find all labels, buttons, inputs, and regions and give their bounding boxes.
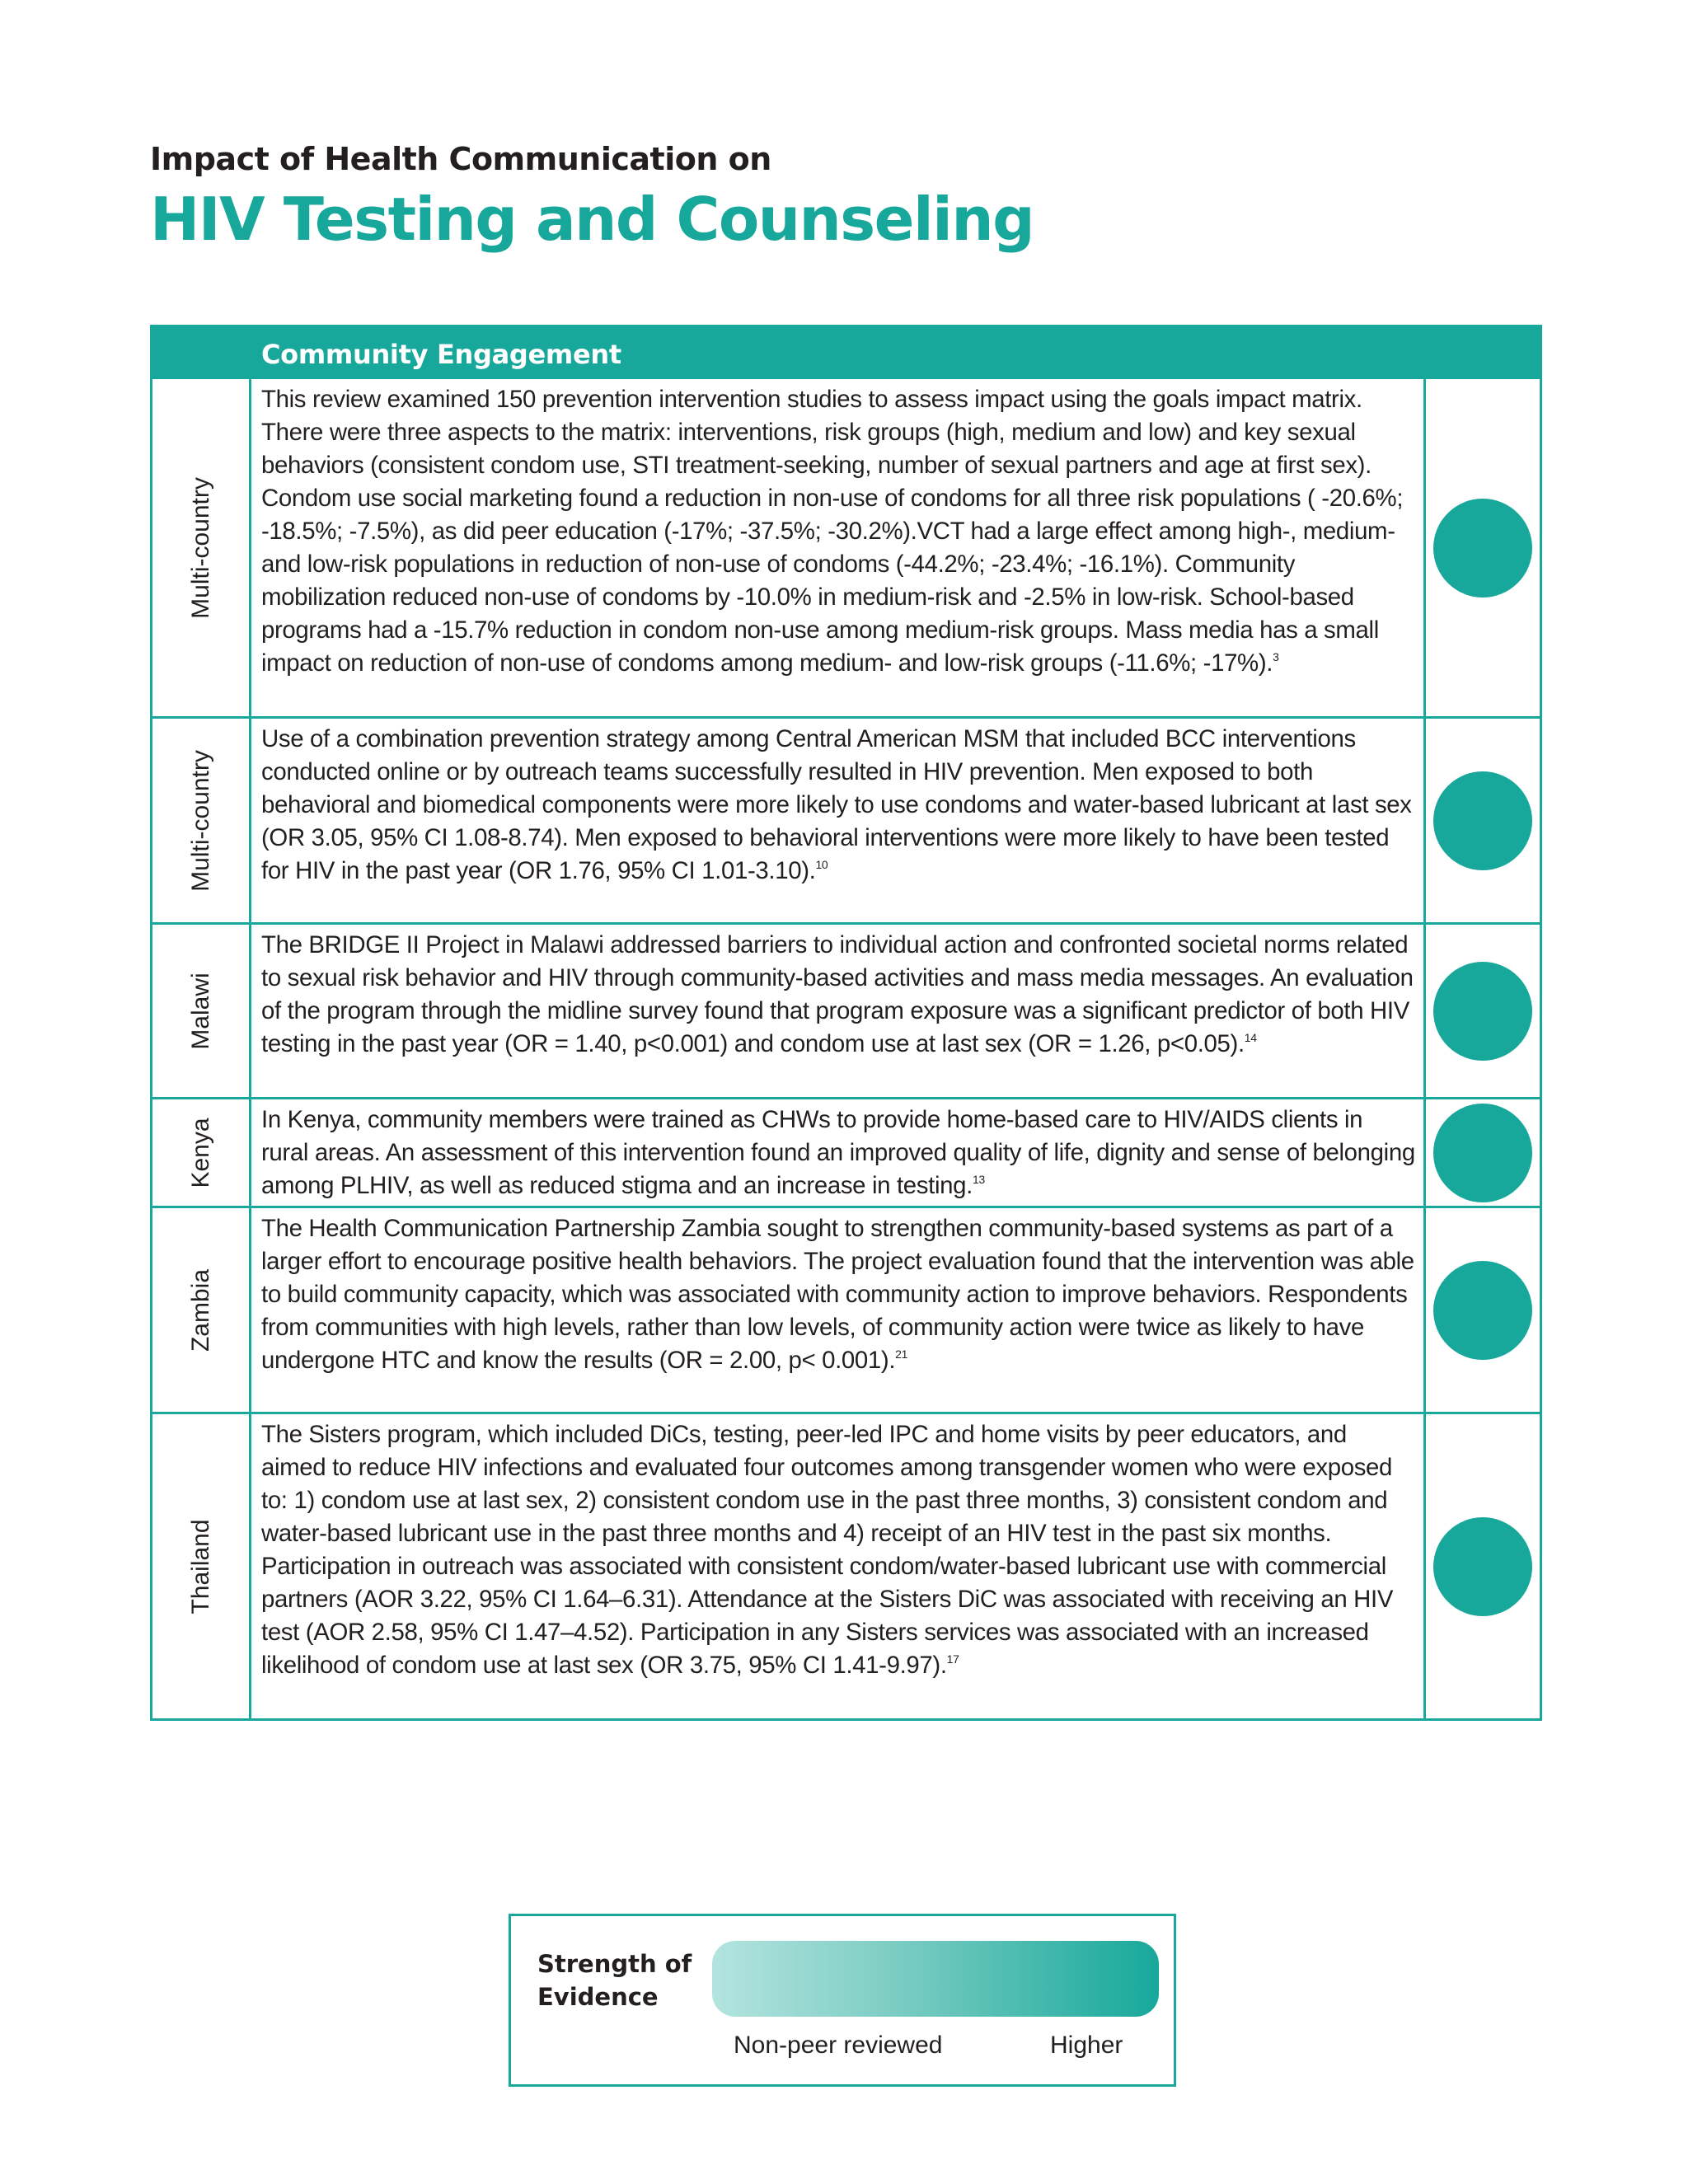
- section-header: Community Engagement: [251, 326, 1425, 378]
- country-label: Malawi: [186, 972, 214, 1050]
- evidence-legend: [509, 1914, 1176, 2087]
- summary-text: The Sisters program, which included DiCs, testing, peer-led IPC and home visits by peer educators, and aimed to reduce HIV infections and evaluated four outcomes among transgender women who were exposed to: 1) condom use at last sex, 2) consistent condom use in the past three months, 3) consistent condom and water-based lubricant use in the past three months and 4) receipt of an HIV test in the past six months. Participation in outreach was associated with consistent condom/water-based lubricant use with commercial partners (AOR 3.22, 95% CI 1.64–6.31). Attendance at the Sisters DiC was associated with receiving an HIV test (AOR 2.58, 95% CI 1.47–4.52). Participation in any Sisters services was associated with an increased likelihood of condom use at last sex (OR 3.75, 95% CI 1.41-9.97).: [261, 1421, 1394, 1679]
- evidence-dot-icon: [1433, 1517, 1532, 1616]
- summary-text: In Kenya, community members were trained as CHWs to provide home-based care to HIV/AIDS clients in rural areas. An assessment of this intervention found an improved quality of life, dignity and sense of belonging among PLHIV, as well as reduced stigma and an increase in testing.: [261, 1106, 1415, 1199]
- evidence-cell: [1425, 1099, 1541, 1207]
- country-label: Multi-country: [186, 476, 214, 619]
- reference-number: 17: [946, 1652, 959, 1666]
- country-label: Kenya: [186, 1117, 214, 1188]
- table-row: [152, 1207, 1541, 1413]
- header-spacer: [1425, 326, 1541, 378]
- legend-gradient-bar: [712, 1941, 1159, 2017]
- summary-text: This review examined 150 prevention intervention studies to assess impact using the goals impact matrix. There were three aspects to the matrix: interventions, risk groups (high, medium and low) and key sexual behaviors (consistent condom use, STI treatment-seeking, number of sexual partners and age at first sex). Condom use social marketing found a reduction in non-use of condoms for all three risk populations ( -20.6%; -18.5%; -7.5%), as did peer education (-17%; -37.5%; -30.2%).VCT had a large effect among high-, medium- and low-risk populations in reduction of non-use of condoms (-44.2%; -23.4%; -16.1%). Community mobilization reduced non-use of condoms by -10.0% in medium-risk and -2.5% in low-risk. School-based programs had a -15.7% reduction in condom non-use among medium-risk groups. Mass media has a small impact on reduction of non-use of condoms among medium- and low-risk groups (-11.6%; -17%).: [261, 386, 1404, 677]
- summary-text: Use of a combination prevention strategy among Central American MSM that included BCC interventions conducted online or by outreach teams successfully resulted in HIV prevention. Men exposed to both behavioral and biomedical components were more likely to use condoms and water-based lubricant at last sex (OR 3.05, 95% CI 1.08-8.74). Men exposed to behavioral interventions were more likely to have been tested for HIV in the past year (OR 1.76, 95% CI 1.01-3.10).: [261, 725, 1412, 884]
- country-cell: [152, 1413, 251, 1720]
- reference-number: 14: [1244, 1031, 1257, 1044]
- evidence-cell: [1425, 1207, 1541, 1413]
- legend-title: [537, 1947, 692, 2013]
- table-row: [152, 1099, 1541, 1207]
- evidence-dot-icon: [1433, 962, 1532, 1061]
- table-header-row: [152, 326, 1541, 378]
- country-cell: [152, 1099, 251, 1207]
- legend-title-line: Strength of: [537, 1950, 692, 1978]
- summary-cell: [251, 1099, 1425, 1207]
- table-row: [152, 718, 1541, 924]
- page-kicker: Impact of Health Communication on: [150, 141, 771, 177]
- evidence-table: [150, 325, 1542, 1721]
- summary-cell: [251, 1413, 1425, 1720]
- country-label: Thailand: [186, 1518, 214, 1615]
- reference-number: 13: [972, 1173, 985, 1186]
- table-row: [152, 1413, 1541, 1720]
- table-row: [152, 378, 1541, 718]
- evidence-cell: [1425, 378, 1541, 718]
- reference-number: 3: [1273, 650, 1279, 663]
- table-row: [152, 924, 1541, 1099]
- country-cell: [152, 1207, 251, 1413]
- legend-title-line: Evidence: [537, 1983, 659, 2011]
- page-heading: [150, 140, 1034, 259]
- country-cell: [152, 924, 251, 1099]
- country-cell: [152, 378, 251, 718]
- evidence-dot-icon: [1433, 1104, 1532, 1202]
- evidence-dot-icon: [1433, 771, 1532, 870]
- legend-high-label: Higher: [1050, 2032, 1123, 2059]
- summary-text: The Health Communication Partnership Zambia sought to strengthen community-based systems as part of a larger effort to encourage positive health behaviors. The project evaluation found that the intervention was able to build community capacity, which was associated with community action to improve behaviors. Respondents from communities with high levels, rather than low levels, of community action were twice as likely to have undergone HTC and know the results (OR = 2.00, p< 0.001).: [261, 1215, 1414, 1374]
- page-title: HIV Testing and Counseling: [150, 185, 1034, 254]
- country-label: Zambia: [186, 1268, 214, 1352]
- evidence-dot-icon: [1433, 499, 1532, 598]
- summary-cell: [251, 378, 1425, 718]
- evidence-dot-icon: [1433, 1261, 1532, 1360]
- reference-number: 10: [815, 858, 828, 871]
- legend-low-label: Non-peer reviewed: [734, 2032, 943, 2059]
- country-cell: [152, 718, 251, 924]
- evidence-cell: [1425, 924, 1541, 1099]
- country-label: Multi-country: [186, 749, 214, 892]
- evidence-cell: [1425, 718, 1541, 924]
- evidence-cell: [1425, 1413, 1541, 1720]
- header-spacer: [152, 326, 251, 378]
- summary-text: The BRIDGE II Project in Malawi addressed barriers to individual action and confronted societal norms related to sexual risk behavior and HIV through community-based activities and mass media messages. An evaluation of the program through the midline survey found that program exposure was a significant predictor of both HIV testing in the past year (OR = 1.40, p<0.001) and condom use at last sex (OR = 1.26, p<0.05).: [261, 931, 1414, 1057]
- summary-cell: [251, 1207, 1425, 1413]
- summary-cell: [251, 718, 1425, 924]
- summary-cell: [251, 924, 1425, 1099]
- reference-number: 21: [895, 1347, 908, 1361]
